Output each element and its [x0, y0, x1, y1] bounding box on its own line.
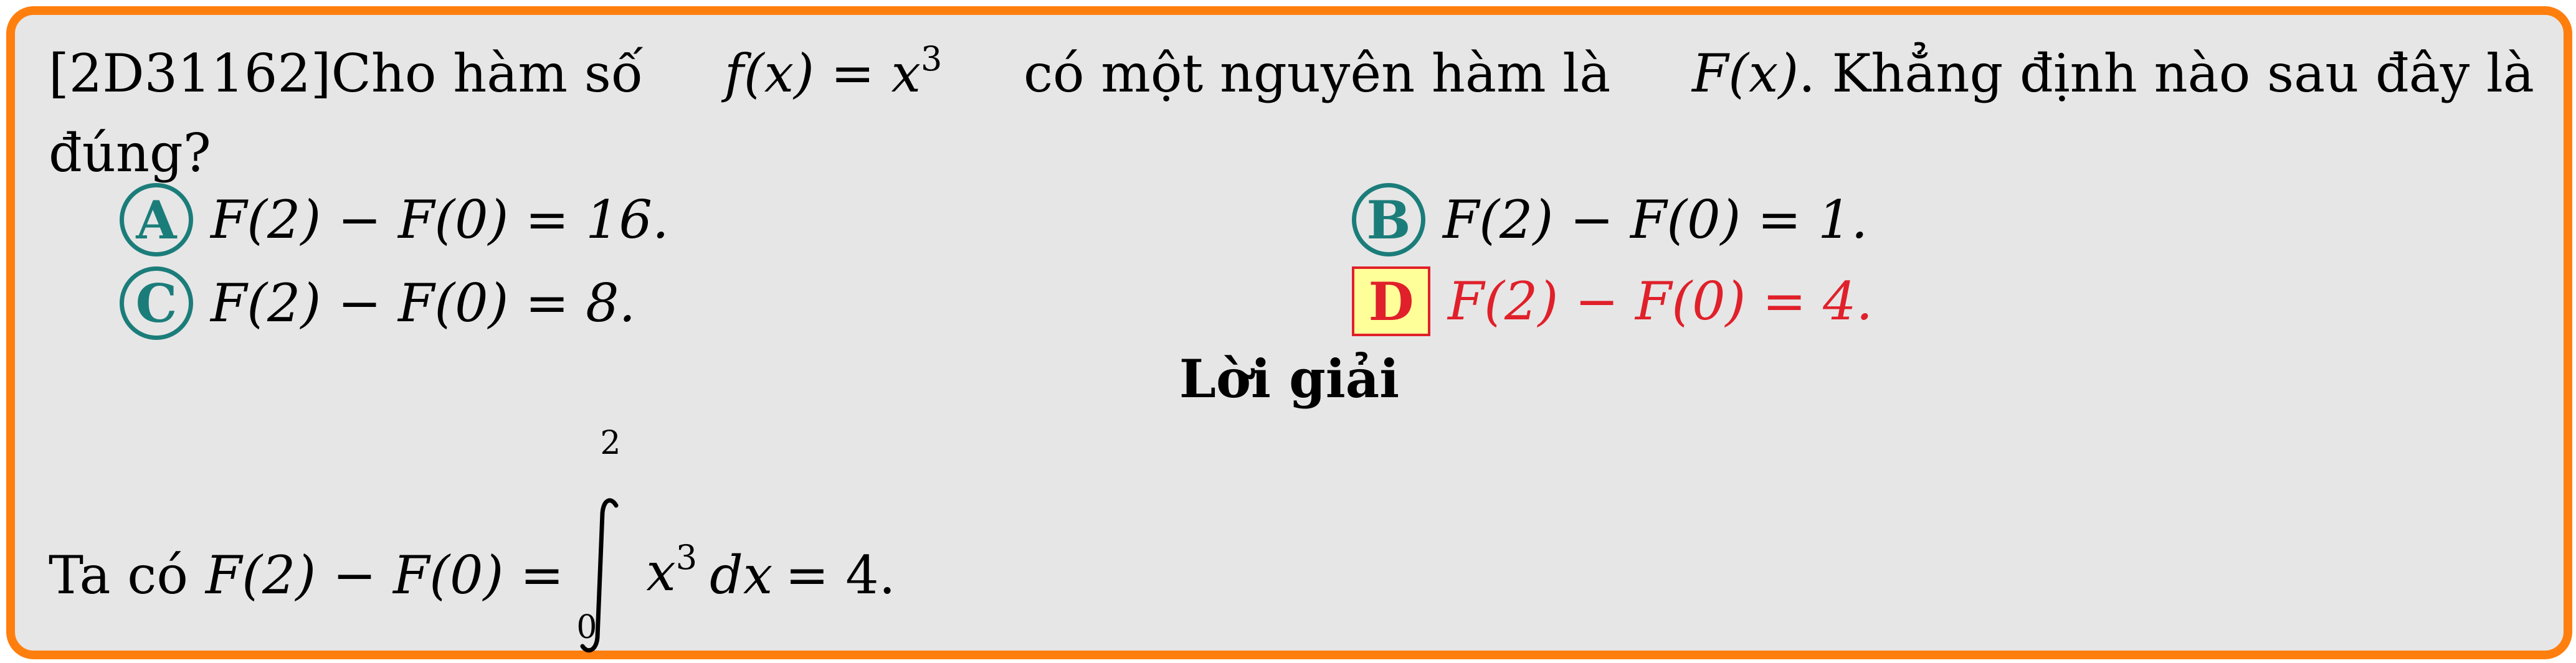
option-c[interactable]	[120, 266, 635, 340]
option-d-letter-highlight: D	[1352, 266, 1430, 336]
option-a[interactable]	[120, 183, 669, 256]
question-code-and-intro: [2D31162]Cho hàm số	[49, 43, 644, 104]
antiderivative-name: F(x)	[1691, 43, 1799, 104]
option-d-expression: F(2) − F(0) = 4.	[1448, 271, 1873, 332]
integral-lower-limit: 0	[576, 609, 597, 646]
question-stem-line-2: đúng?	[49, 123, 211, 184]
option-b-expression: F(2) − F(0) = 1.	[1443, 189, 1868, 250]
solution-lead: Ta có	[49, 545, 188, 606]
integral-sign	[575, 425, 625, 656]
solution-heading: Lời giải	[1179, 348, 1400, 410]
question-card	[6, 6, 2572, 659]
option-d-correct[interactable]	[1352, 266, 1873, 336]
option-b[interactable]	[1352, 183, 1868, 256]
option-c-expression: F(2) − F(0) = 8.	[211, 273, 636, 334]
option-c-letter: C	[120, 266, 193, 340]
stem-middle: có một nguyên hàm là	[1023, 43, 1611, 104]
option-b-letter: B	[1352, 183, 1425, 256]
solution-lhs: F(2) − F(0) =	[205, 545, 564, 606]
integral-upper-limit: 2	[600, 425, 621, 462]
option-a-expression: F(2) − F(0) = 16.	[211, 189, 669, 250]
solution-rhs: = 4.	[785, 545, 896, 606]
option-a-letter: A	[120, 183, 193, 256]
question-stem-line-1	[49, 39, 2534, 111]
function-definition: $f(x) = x^3$	[724, 39, 943, 104]
differential: dx	[710, 545, 773, 606]
solution-line	[49, 425, 896, 656]
stem-end: F(x). Khẳng định nào sau đây là	[1691, 43, 2534, 104]
integrand: $x^3$	[646, 537, 698, 603]
